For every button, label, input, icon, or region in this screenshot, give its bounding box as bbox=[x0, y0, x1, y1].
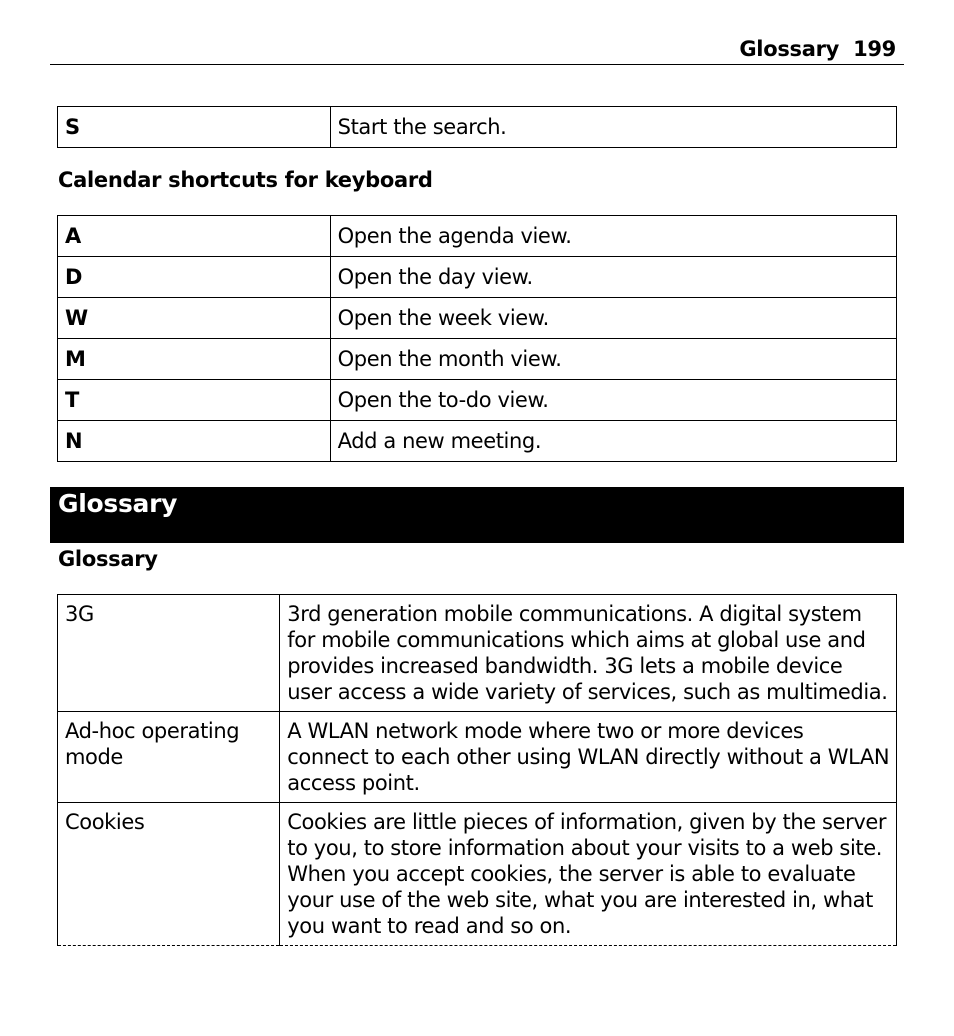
glossary-subheading: Glossary bbox=[58, 547, 158, 571]
glossary-definition: Cookies are little pieces of information, given by the server to you, to store information about your visits to a web site. When you accept cookies, the server is able to evaluate your use of the web site, what you are interested in, what you want to read and so on. bbox=[280, 803, 897, 946]
shortcut-key: T bbox=[58, 380, 331, 421]
glossary-term: 3G bbox=[58, 595, 280, 712]
glossary-definition: 3rd generation mobile communications. A digital system for mobile communications which aims at global use and provides increased bandwidth. 3G lets a mobile device user access a wide variety of services, such as multimedia. bbox=[280, 595, 897, 712]
table-row bbox=[58, 339, 897, 380]
calendar-shortcuts-heading: Calendar shortcuts for keyboard bbox=[58, 168, 433, 192]
chapter-title: Glossary bbox=[58, 489, 178, 518]
glossary-term: Cookies bbox=[58, 803, 280, 946]
search-shortcut-table bbox=[57, 106, 897, 148]
shortcut-key: A bbox=[58, 216, 331, 257]
glossary-table bbox=[57, 594, 897, 946]
table-row bbox=[58, 712, 897, 803]
shortcut-description: Open the week view. bbox=[330, 298, 896, 339]
header-section-title: Glossary bbox=[739, 37, 840, 61]
shortcut-key: N bbox=[58, 421, 331, 462]
table-row bbox=[58, 595, 897, 712]
table-row bbox=[58, 421, 897, 462]
page-number: 199 bbox=[853, 37, 896, 61]
table-row bbox=[58, 298, 897, 339]
shortcut-key: D bbox=[58, 257, 331, 298]
shortcut-description: Open the to-do view. bbox=[330, 380, 896, 421]
running-header-text bbox=[739, 37, 896, 61]
table-row bbox=[58, 107, 897, 148]
shortcut-description: Open the agenda view. bbox=[330, 216, 896, 257]
shortcut-key: M bbox=[58, 339, 331, 380]
glossary-chapter-banner bbox=[50, 487, 904, 543]
table-row bbox=[58, 257, 897, 298]
shortcut-key: S bbox=[58, 107, 331, 148]
table-row bbox=[58, 380, 897, 421]
glossary-term: Ad-hoc operating mode bbox=[58, 712, 280, 803]
table-row bbox=[58, 803, 897, 946]
shortcut-description: Open the day view. bbox=[330, 257, 896, 298]
table-row bbox=[58, 216, 897, 257]
shortcut-description: Add a new meeting. bbox=[330, 421, 896, 462]
calendar-shortcuts-table bbox=[57, 215, 897, 462]
shortcut-key: W bbox=[58, 298, 331, 339]
running-header bbox=[50, 28, 904, 65]
glossary-definition: A WLAN network mode where two or more devices connect to each other using WLAN directly without a WLAN access point. bbox=[280, 712, 897, 803]
shortcut-description: Open the month view. bbox=[330, 339, 896, 380]
shortcut-description: Start the search. bbox=[330, 107, 896, 148]
